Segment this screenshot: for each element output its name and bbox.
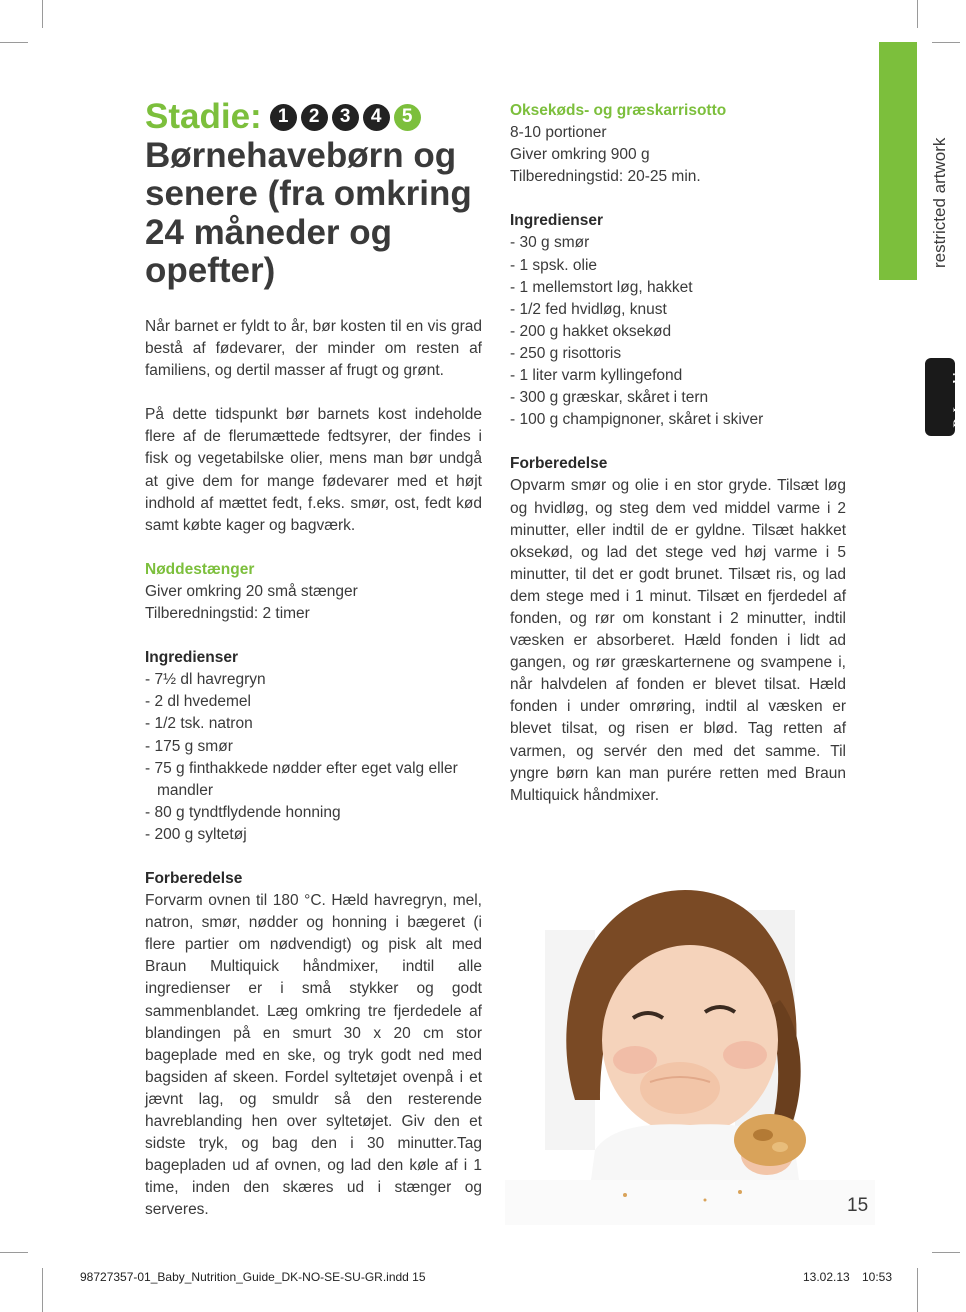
crop-mark — [42, 1268, 43, 1312]
list-item: - 30 g smør — [510, 234, 590, 252]
stage-5-badge: 5 — [394, 104, 421, 131]
recipe-title: Nøddestænger — [145, 560, 255, 578]
list-item: - 200 g hakket oksekød — [510, 322, 672, 340]
crop-mark — [0, 1252, 28, 1253]
preparation-heading: Forberedelse — [510, 455, 608, 473]
crop-mark — [917, 1268, 918, 1312]
crop-mark — [917, 0, 918, 28]
crop-mark — [0, 42, 28, 43]
list-item: - 300 g græskar, skåret i tern — [510, 389, 709, 407]
list-item: - 250 g risottoris — [510, 344, 622, 362]
crop-mark — [42, 0, 43, 28]
delonghi-logo-text: DeLonghi — [950, 372, 965, 428]
list-item: - 80 g tyndtflydende honning — [145, 803, 341, 821]
recipe-yield: Giver omkring 900 g — [510, 146, 650, 164]
footer-time: 10:53 — [862, 1270, 893, 1284]
ingredients-heading: Ingredienser — [145, 649, 239, 667]
footer-date: 13.02.13 — [803, 1270, 850, 1284]
page-title — [145, 98, 505, 291]
recipe-title: Oksekøds- og græskarrisotto — [510, 102, 727, 119]
stage-2-badge: 2 — [301, 104, 328, 131]
crop-mark — [932, 1252, 960, 1253]
list-item: - 200 g syltetøj — [145, 825, 247, 843]
preparation-heading: Forberedelse — [145, 869, 243, 887]
left-column — [145, 316, 482, 1221]
green-tab-bar — [879, 42, 917, 280]
list-item: - 1 liter varm kyllingefond — [510, 367, 683, 385]
list-item: - 100 g champignoner, skåret i skiver — [510, 411, 764, 429]
stadie-label: Stadie: — [145, 97, 262, 136]
restricted-artwork-label: restricted artwork — [930, 137, 949, 268]
stage-1-badge: 1 — [270, 104, 297, 131]
stage-4-badge: 4 — [363, 104, 390, 131]
footer-filename: 98727357-01_Baby_Nutrition_Guide_DK-NO-SE-SU-GR.indd 15 — [80, 1270, 426, 1284]
title-line: opefter) — [145, 251, 276, 290]
list-item: - 2 dl hvedemel — [145, 693, 251, 711]
stage-indicator — [145, 98, 505, 137]
list-item: - 7½ dl havregryn — [145, 671, 266, 689]
list-item: - 1/2 fed hvidløg, knust — [510, 300, 667, 318]
recipe-time: Tilberedningstid: 20-25 min. — [510, 168, 701, 186]
title-line: 24 måneder og — [145, 212, 393, 252]
preparation-text: Opvarm smør og olie i en stor gryde. Tilsæt løg og hvidløg, og steg dem ved middel varme i 2 minutter, eller indtil de er gyldne. Tilsæt hakket oksekød, og lad det stege ved høj varme i 5 minutter, til det er godt brunet. Tilsæt ris, og lad dem stege med i 1 minut. Tilsæt en fjerdedel af fonden, og rør om konstant i 2 minutter, indtil væsken er absorberet. Hæld fonden i lidt ad gangen, og rør græskarternene og svampene i, når halvdelen af fonden er blevet tilsat. Hæld fonden i under omrøring, indtil al væsken er blevet tilsat, og risen er blød. Tag retten af varmen, og servér den med det samme. Til yngre børn kan man purére retten med Braun Multiquick håndmixer. — [510, 477, 846, 804]
stage-3-badge: 3 — [332, 104, 359, 131]
right-column — [510, 100, 846, 807]
ingredients-list — [145, 669, 482, 846]
list-item: - 75 g finthakkede nødder efter eget valg eller mandler — [145, 759, 458, 799]
ingredients-list — [510, 232, 846, 431]
list-item: - 1/2 tsk. natron — [145, 715, 253, 733]
crop-mark — [932, 42, 960, 43]
ingredients-heading: Ingredienser — [510, 212, 604, 230]
page-number: 15 — [847, 1195, 869, 1216]
child-photo — [505, 850, 875, 1225]
recipe-time: Tilberedningstid: 2 timer — [145, 605, 310, 623]
title-line: Børnehavebørn og — [145, 135, 457, 175]
intro-paragraph: På dette tidspunkt bør barnets kost indeholde flere af de flerumættede fedtsyrer, der findes i fisk og vegetabilske olier, mens man bør undgå at give dem for mange fødevarer med et højt indhold af mættet fedt, f.eks. smør, ost, fedt kød samt købte kager og bagværk. — [145, 406, 482, 534]
recipe-portions: 8-10 portioner — [510, 124, 607, 142]
list-item: - 1 mellemstort løg, hakket — [510, 278, 693, 296]
recipe-yield: Giver omkring 20 små stænger — [145, 582, 358, 600]
intro-paragraph: Når barnet er fyldt to år, bør kosten til en vis grad bestå af fødevarer, der minder om resten af familiens, og dertil masser af frugt og grønt. — [145, 318, 482, 380]
title-line: senere (fra omkring — [145, 174, 472, 213]
list-item: - 175 g smør — [145, 737, 233, 755]
preparation-text: Forvarm ovnen til 180 °C. Hæld havregryn, mel, natron, smør, nødder og honning i bægeret (i flere partier om nødvendigt) og pisk alt med Braun Multiquick håndmixer, indtil alle ingredienser er i små stykker og godt sammenblandet. Læg omkring tre fjerdedele af blandingen på en smurt 30 x 20 cm stor bageplade med en ske, og tryk godt ned med bagsiden af skeen. Fordel syltetøjet ovenpå i et jævnt lag, og smuldr så den resterende havreblanding hen over syltetøjet. Giv den et sidste tryk, og bag den i 30 minutter.Tag bagepladen ud af ovnen, og lad den køle af i 1 time, inden den skæres ud i stænger og serveres. — [145, 892, 482, 1219]
list-item: - 1 spsk. olie — [510, 256, 598, 274]
